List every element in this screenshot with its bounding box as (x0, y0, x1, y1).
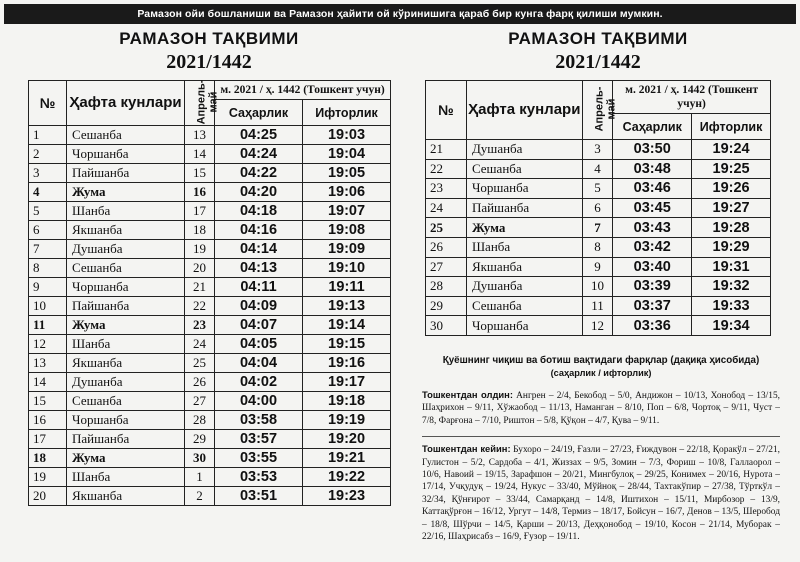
calendar-year: 2021/1442 (166, 51, 252, 73)
weekday-name: Жума (67, 449, 185, 468)
calendar-date: 25 (185, 354, 215, 373)
calendar-title: РАМАЗОН ТАҚВИМИ (119, 29, 299, 48)
header-iftar: Ифторлик (692, 114, 771, 140)
table-row (426, 296, 771, 316)
day-number: 8 (29, 259, 67, 278)
calendar-date: 13 (185, 126, 215, 145)
day-number: 11 (29, 316, 67, 335)
calendar-date: 15 (185, 164, 215, 183)
table-row (29, 278, 391, 297)
header-month-label: Апрель- май (593, 86, 618, 132)
table-row (426, 257, 771, 277)
table-row (29, 392, 391, 411)
day-number: 28 (426, 277, 467, 297)
suhoor-time: 03:57 (215, 430, 303, 449)
header-period: м. 2021 / ҳ. 1442 (Тошкент учун) (613, 81, 771, 114)
weekday-name: Шанба (67, 202, 185, 221)
iftar-time: 19:28 (692, 218, 771, 238)
table-row (426, 159, 771, 179)
header-period: м. 2021 / ҳ. 1442 (Тошкент учун) (215, 81, 391, 100)
calendar-year: 2021/1442 (555, 51, 641, 73)
table-row (29, 297, 391, 316)
suhoor-time: 04:02 (215, 373, 303, 392)
weekday-name: Шанба (466, 237, 582, 257)
suhoor-time: 03:50 (613, 140, 692, 160)
iftar-time: 19:29 (692, 237, 771, 257)
table-row (29, 164, 391, 183)
weekday-name: Душанба (466, 140, 582, 160)
table-row (426, 179, 771, 199)
iftar-time: 19:25 (692, 159, 771, 179)
suhoor-time: 04:22 (215, 164, 303, 183)
table-row (29, 373, 391, 392)
weekday-name: Чоршанба (67, 411, 185, 430)
calendar-date: 4 (582, 159, 613, 179)
table-row (426, 277, 771, 297)
day-number: 22 (426, 159, 467, 179)
calendar-date: 26 (185, 373, 215, 392)
weekday-name: Якшанба (67, 354, 185, 373)
suhoor-time: 03:46 (613, 179, 692, 199)
suhoor-time: 04:09 (215, 297, 303, 316)
suhoor-time: 04:18 (215, 202, 303, 221)
suhoor-time: 03:48 (613, 159, 692, 179)
table-row (29, 240, 391, 259)
suhoor-time: 03:58 (215, 411, 303, 430)
header-month (185, 79, 220, 126)
calendar-date: 2 (185, 487, 215, 506)
weekday-name: Якшанба (67, 221, 185, 240)
calendar-date: 18 (185, 221, 215, 240)
calendar-date: 17 (185, 202, 215, 221)
iftar-time: 19:17 (303, 373, 391, 392)
table-row (29, 126, 391, 145)
after-text: Бухоро – 24/19, Ғазли – 27/23, Ғиждувон – 22/18, Қоракўл – 27/21, Гулистон – 5/2, Сардоба – 4/1, Жиззах – 9/5, Зомин – 7/3, Фориш – 10/8, Галлаорол – 10/6, Навоий – 19/15, Зарафшон – 20/21, Мингбулоқ – 29/25, Конимех – 20/16, Нурота – 17/14, Учқудуқ – 19/24, Нукус – 33/40, Мўйноқ – 28/44, Тахтакўпир – 27/38, Тўрткўл – 32/34, Қўнғирот – 33/44, Самарқанд – 14/8, Иштихон – 15/11, Мирбозор – 13/9, Каттақўрғон – 16/12, Ургут – 14/8, Термиз – 18/17, Бойсун – 16/7, Денов – 13/5, Шеробод – 18/8, Шўрчи – 14/5, Қарши – 20/13, Деҳқонобод – 19/10, Косон – 21/14, Муборак – 22/16, Шаҳрисабз – 16/9, Ғузор – 19/11. (422, 445, 780, 543)
differences-title: Қуёшнинг чиқиш ва ботиш вақтидаги фарқлар (дақиқа ҳисобида) (442, 355, 760, 366)
weekday-name: Шанба (67, 335, 185, 354)
calendar-date: 12 (582, 316, 613, 336)
weekday-name: Душанба (67, 373, 185, 392)
day-number: 24 (426, 198, 467, 218)
day-number: 7 (29, 240, 67, 259)
table-row (29, 316, 391, 335)
weekday-name: Чоршанба (466, 316, 582, 336)
day-number: 16 (29, 411, 67, 430)
table-row (29, 411, 391, 430)
iftar-time: 19:07 (303, 202, 391, 221)
day-number: 1 (29, 126, 67, 145)
calendar-date: 3 (582, 140, 613, 160)
suhoor-time: 04:00 (215, 392, 303, 411)
weekday-name: Пайшанба (466, 198, 582, 218)
iftar-time: 19:19 (303, 411, 391, 430)
weekday-name: Шанба (67, 468, 185, 487)
calendar-date: 20 (185, 259, 215, 278)
weekday-name: Жума (67, 316, 185, 335)
day-number: 19 (29, 468, 67, 487)
iftar-time: 19:13 (303, 297, 391, 316)
day-number: 9 (29, 278, 67, 297)
iftar-time: 19:11 (303, 278, 391, 297)
suhoor-time: 04:11 (215, 278, 303, 297)
suhoor-time: 03:45 (613, 198, 692, 218)
notice-banner: Рамазон ойи бошланиши ва Рамазон ҳайити ой кўринишига қараб бир кунга фарқ қилиши мумкин. (4, 4, 796, 24)
table-row (29, 468, 391, 487)
day-number: 17 (29, 430, 67, 449)
header-month-label: Апрель- май (195, 79, 220, 125)
header-weekday: Ҳафта кунлари (466, 81, 582, 140)
calendar-date: 11 (582, 296, 613, 316)
day-number: 18 (29, 449, 67, 468)
suhoor-time: 03:53 (215, 468, 303, 487)
calendar-date: 6 (582, 198, 613, 218)
table-row (29, 221, 391, 240)
weekday-name: Сешанба (466, 159, 582, 179)
weekday-name: Сешанба (67, 126, 185, 145)
weekday-name: Пайшанба (67, 297, 185, 316)
suhoor-time: 03:39 (613, 277, 692, 297)
day-number: 5 (29, 202, 67, 221)
calendar-date: 21 (185, 278, 215, 297)
iftar-time: 19:22 (303, 468, 391, 487)
calendar-date: 30 (185, 449, 215, 468)
iftar-time: 19:34 (692, 316, 771, 336)
timetable-right (425, 80, 771, 336)
iftar-time: 19:31 (692, 257, 771, 277)
day-number: 30 (426, 316, 467, 336)
day-number: 13 (29, 354, 67, 373)
suhoor-time: 04:13 (215, 259, 303, 278)
weekday-name: Жума (466, 218, 582, 238)
iftar-time: 19:05 (303, 164, 391, 183)
suhoor-time: 03:51 (215, 487, 303, 506)
header-number: № (29, 81, 67, 126)
weekday-name: Жума (67, 183, 185, 202)
iftar-time: 19:10 (303, 259, 391, 278)
iftar-time: 19:20 (303, 430, 391, 449)
header-iftar: Ифторлик (303, 100, 391, 126)
calendar-date: 19 (185, 240, 215, 259)
before-text: Ангрен – 2/4, Бекобод – 5/0, Андижон – 10/13, Хонобод – 13/15, Шаҳрихон – 9/11, Хўжаобод – 11/13, Наманган – 8/10, Поп – 6/8, Чортоқ – 9/11, Чуст – 7/8, Фарғона – 7/10, Риштон – 5/8, Қўқон – 4/7, Қува – 9/11. (422, 391, 780, 426)
suhoor-time: 03:40 (613, 257, 692, 277)
calendar-date: 22 (185, 297, 215, 316)
calendar-date: 10 (582, 277, 613, 297)
day-number: 3 (29, 164, 67, 183)
table-row (426, 198, 771, 218)
table-row (29, 183, 391, 202)
suhoor-time: 04:20 (215, 183, 303, 202)
calendar-title: РАМАЗОН ТАҚВИМИ (508, 29, 688, 48)
suhoor-time: 04:05 (215, 335, 303, 354)
calendar-date: 7 (582, 218, 613, 238)
weekday-name: Сешанба (67, 392, 185, 411)
day-number: 27 (426, 257, 467, 277)
calendar-date: 9 (582, 257, 613, 277)
weekday-name: Душанба (67, 240, 185, 259)
day-number: 29 (426, 296, 467, 316)
table-row (29, 335, 391, 354)
header-suhoor: Саҳарлик (613, 114, 692, 140)
iftar-time: 19:14 (303, 316, 391, 335)
weekday-name: Сешанба (466, 296, 582, 316)
iftar-time: 19:26 (692, 179, 771, 199)
calendar-right (425, 28, 771, 336)
day-number: 26 (426, 237, 467, 257)
suhoor-time: 03:36 (613, 316, 692, 336)
iftar-time: 19:08 (303, 221, 391, 240)
day-number: 2 (29, 145, 67, 164)
suhoor-time: 03:42 (613, 237, 692, 257)
table-row (426, 316, 771, 336)
iftar-time: 19:18 (303, 392, 391, 411)
calendar-date: 27 (185, 392, 215, 411)
calendar-date: 16 (185, 183, 215, 202)
iftar-time: 19:06 (303, 183, 391, 202)
weekday-name: Пайшанба (67, 164, 185, 183)
differences-subtitle: (саҳарлик / ифторлик) (550, 368, 652, 378)
suhoor-time: 03:37 (613, 296, 692, 316)
suhoor-time: 04:14 (215, 240, 303, 259)
table-row (426, 237, 771, 257)
day-number: 20 (29, 487, 67, 506)
iftar-time: 19:04 (303, 145, 391, 164)
weekday-name: Пайшанба (67, 430, 185, 449)
suhoor-time: 04:24 (215, 145, 303, 164)
suhoor-time: 03:43 (613, 218, 692, 238)
table-row (29, 145, 391, 164)
calendar-date: 14 (185, 145, 215, 164)
table-row (426, 140, 771, 160)
suhoor-time: 04:25 (215, 126, 303, 145)
iftar-time: 19:23 (303, 487, 391, 506)
day-number: 15 (29, 392, 67, 411)
weekday-name: Сешанба (67, 259, 185, 278)
calendar-date: 29 (185, 430, 215, 449)
after-lead: Тошкентдан кейин: (422, 443, 511, 455)
weekday-name: Чоршанба (67, 145, 185, 164)
table-row (426, 218, 771, 238)
day-number: 4 (29, 183, 67, 202)
header-month (582, 81, 618, 140)
day-number: 10 (29, 297, 67, 316)
day-number: 14 (29, 373, 67, 392)
weekday-name: Якшанба (466, 257, 582, 277)
suhoor-time: 04:07 (215, 316, 303, 335)
day-number: 6 (29, 221, 67, 240)
calendar-date: 23 (185, 316, 215, 335)
table-row (29, 449, 391, 468)
calendar-date: 24 (185, 335, 215, 354)
iftar-time: 19:24 (692, 140, 771, 160)
suhoor-time: 04:16 (215, 221, 303, 240)
iftar-time: 19:03 (303, 126, 391, 145)
calendar-date: 28 (185, 411, 215, 430)
table-row (29, 354, 391, 373)
header-number: № (426, 81, 467, 140)
iftar-time: 19:15 (303, 335, 391, 354)
iftar-time: 19:09 (303, 240, 391, 259)
weekday-name: Чоршанба (67, 278, 185, 297)
calendar-left (28, 28, 390, 506)
day-number: 12 (29, 335, 67, 354)
weekday-name: Чоршанба (466, 179, 582, 199)
day-number: 23 (426, 179, 467, 199)
weekday-name: Душанба (466, 277, 582, 297)
calendar-date: 1 (185, 468, 215, 487)
timetable-left (28, 80, 391, 506)
calendar-date: 5 (582, 179, 613, 199)
suhoor-time: 04:04 (215, 354, 303, 373)
calendar-date: 8 (582, 237, 613, 257)
iftar-time: 19:33 (692, 296, 771, 316)
before-lead: Тошкентдан олдин: (422, 389, 513, 400)
table-row (29, 202, 391, 221)
iftar-time: 19:27 (692, 198, 771, 218)
before-tashkent (422, 389, 780, 437)
iftar-time: 19:16 (303, 354, 391, 373)
header-weekday: Ҳафта кунлари (67, 81, 185, 126)
after-tashkent (422, 443, 780, 543)
time-differences (422, 355, 780, 543)
iftar-time: 19:21 (303, 449, 391, 468)
table-row (29, 487, 391, 506)
iftar-time: 19:32 (692, 277, 771, 297)
table-row (29, 259, 391, 278)
header-suhoor: Саҳарлик (215, 100, 303, 126)
day-number: 25 (426, 218, 467, 238)
suhoor-time: 03:55 (215, 449, 303, 468)
table-row (29, 430, 391, 449)
day-number: 21 (426, 140, 467, 160)
weekday-name: Якшанба (67, 487, 185, 506)
